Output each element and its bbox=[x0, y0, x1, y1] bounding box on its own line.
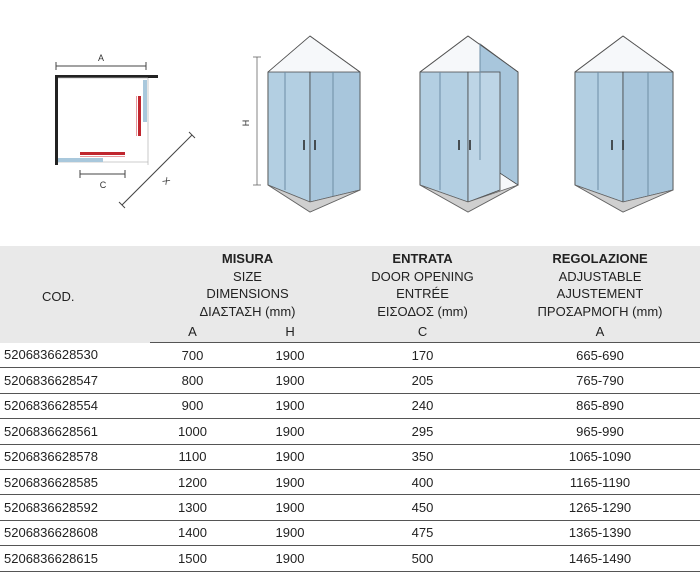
plan-label-c: C bbox=[99, 180, 107, 190]
cell-h: 1900 bbox=[235, 444, 345, 469]
header-size-line: MISURA bbox=[221, 251, 274, 266]
cell-a: 1400 bbox=[150, 520, 235, 545]
cell-h: 1900 bbox=[235, 495, 345, 520]
header-opening-line: ENTRÉE bbox=[396, 286, 449, 301]
cell-adj: 765-790 bbox=[500, 368, 700, 393]
cell-c: 350 bbox=[345, 444, 500, 469]
subheader-adj: A bbox=[500, 320, 700, 343]
cell-code: 5206836628547 bbox=[0, 368, 150, 393]
header-cod: COD. bbox=[0, 246, 150, 343]
cell-c: 170 bbox=[345, 343, 500, 368]
cell-adj: 1265-1290 bbox=[500, 495, 700, 520]
cell-c: 475 bbox=[345, 520, 500, 545]
table-row bbox=[0, 343, 700, 368]
header-opening-group bbox=[345, 246, 500, 320]
header-adjustable-line: ΠΡΟΣΑΡΜΟΓΗ (mm) bbox=[537, 303, 663, 319]
cell-code: 5206836628615 bbox=[0, 546, 150, 571]
cell-h: 1900 bbox=[235, 368, 345, 393]
cell-a: 900 bbox=[150, 393, 235, 418]
cell-a: 1300 bbox=[150, 495, 235, 520]
plan-view-diagram bbox=[55, 53, 195, 208]
cell-code: 5206836628561 bbox=[0, 419, 150, 444]
cell-a: 800 bbox=[150, 368, 235, 393]
spec-table bbox=[0, 246, 700, 572]
cell-adj: 1165-1190 bbox=[500, 469, 700, 494]
enclosure-drawing-adjusted bbox=[575, 36, 673, 212]
cell-h: 1900 bbox=[235, 343, 345, 368]
header-opening-line: ΕΙΣΟΔΟΣ (mm) bbox=[377, 303, 468, 319]
cell-adj: 1365-1390 bbox=[500, 520, 700, 545]
cell-a: 1000 bbox=[150, 419, 235, 444]
height-label-h: H bbox=[241, 119, 251, 127]
table-row bbox=[0, 469, 700, 494]
cell-h: 1900 bbox=[235, 393, 345, 418]
cell-adj: 965-990 bbox=[500, 419, 700, 444]
cell-adj: 1465-1490 bbox=[500, 546, 700, 571]
header-opening-line: ENTRATA bbox=[392, 251, 453, 266]
cell-c: 240 bbox=[345, 393, 500, 418]
spec-table-container bbox=[0, 246, 700, 572]
plan-label-x: X bbox=[160, 175, 172, 187]
subheader-h: H bbox=[235, 320, 345, 343]
cell-code: 5206836628585 bbox=[0, 469, 150, 494]
cell-code: 5206836628578 bbox=[0, 444, 150, 469]
subheader-a: A bbox=[150, 320, 235, 343]
cell-h: 1900 bbox=[235, 546, 345, 571]
enclosure-drawing-open bbox=[420, 36, 518, 212]
cell-code: 5206836628530 bbox=[0, 343, 150, 368]
cell-a: 700 bbox=[150, 343, 235, 368]
cell-a: 1200 bbox=[150, 469, 235, 494]
table-row bbox=[0, 393, 700, 418]
cell-adj: 665-690 bbox=[500, 343, 700, 368]
diagram-svg bbox=[0, 0, 700, 245]
table-row bbox=[0, 368, 700, 393]
cell-c: 400 bbox=[345, 469, 500, 494]
table-row bbox=[0, 520, 700, 545]
cell-h: 1900 bbox=[235, 520, 345, 545]
header-adjustable-line: ADJUSTABLE bbox=[558, 268, 642, 284]
cell-code: 5206836628592 bbox=[0, 495, 150, 520]
header-adjustable-line: AJUSTEMENT bbox=[556, 286, 644, 301]
cell-h: 1900 bbox=[235, 469, 345, 494]
cell-a: 1100 bbox=[150, 444, 235, 469]
cell-c: 450 bbox=[345, 495, 500, 520]
table-row bbox=[0, 419, 700, 444]
table-row bbox=[0, 444, 700, 469]
header-adjustable-group bbox=[500, 246, 700, 320]
table-header-row bbox=[0, 246, 700, 320]
product-diagrams bbox=[0, 0, 700, 245]
cell-c: 295 bbox=[345, 419, 500, 444]
cell-adj: 1065-1090 bbox=[500, 444, 700, 469]
header-size-line: DIMENSIONS bbox=[206, 286, 289, 301]
cell-code: 5206836628608 bbox=[0, 520, 150, 545]
cell-c: 205 bbox=[345, 368, 500, 393]
header-size-line: SIZE bbox=[233, 268, 262, 284]
table-row bbox=[0, 495, 700, 520]
subheader-c: C bbox=[345, 320, 500, 343]
header-adjustable-line: REGOLAZIONE bbox=[552, 251, 648, 266]
header-size-group bbox=[150, 246, 345, 320]
header-opening-line: DOOR OPENING bbox=[371, 268, 474, 284]
cell-adj: 865-890 bbox=[500, 393, 700, 418]
cell-h: 1900 bbox=[235, 419, 345, 444]
cell-code: 5206836628554 bbox=[0, 393, 150, 418]
enclosure-drawing-closed bbox=[241, 36, 360, 212]
cell-a: 1500 bbox=[150, 546, 235, 571]
plan-label-a: A bbox=[97, 53, 105, 63]
header-size-line: ΔΙΑΣΤΑΣΗ (mm) bbox=[199, 303, 296, 319]
cell-c: 500 bbox=[345, 546, 500, 571]
table-row bbox=[0, 546, 700, 571]
